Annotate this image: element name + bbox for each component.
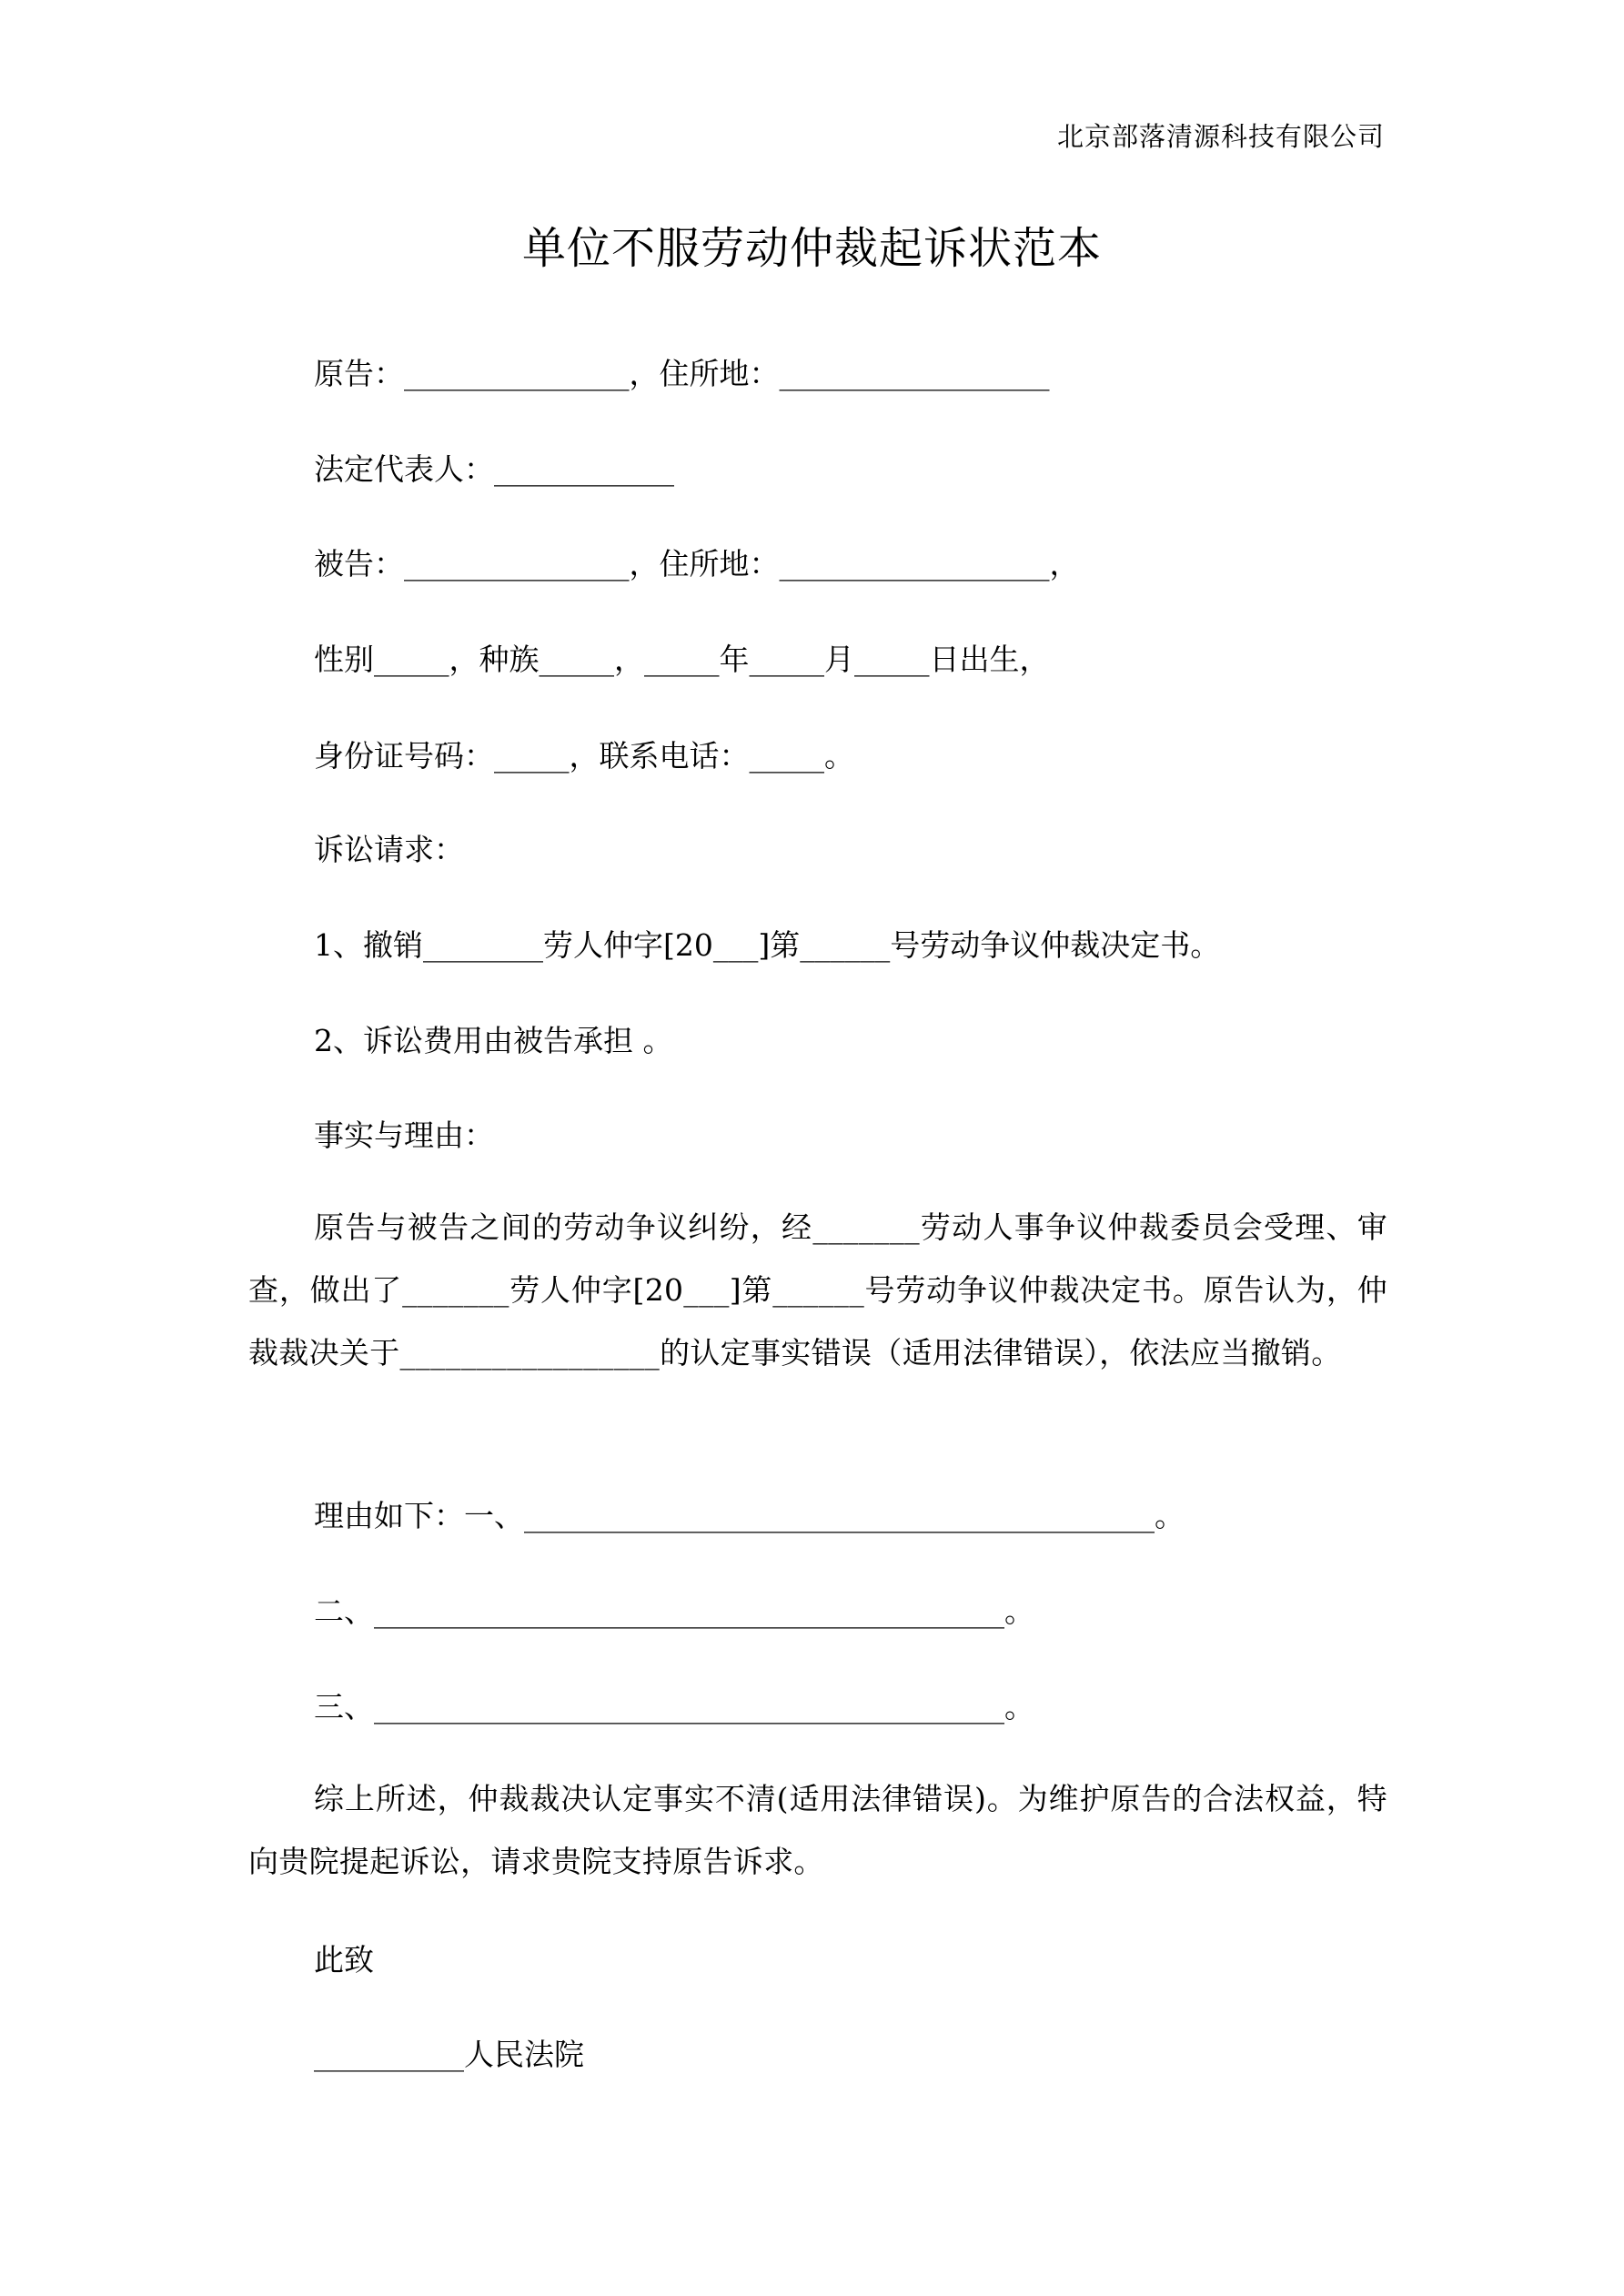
document-title: 单位不服劳动仲裁起诉状范本: [521, 223, 1102, 274]
legal-representative-line: 法定代表人：____________: [314, 451, 674, 487]
defendant-line: 被告：_______________，住所地：__________________，: [314, 546, 1080, 582]
id-phone-line: 身份证号码：_____，联系电话：_____。: [314, 738, 854, 774]
plaintiff-line: 原告：_______________，住所地：__________________: [314, 356, 1050, 391]
court-name-line: __________人民法院: [314, 2037, 584, 2072]
claim-item-1: 1、撤销________劳人仲字[20___]第______号劳动争议仲裁决定书。: [314, 927, 1221, 963]
reason-item-1: 理由如下：一、__________________________________________。: [314, 1498, 1185, 1533]
salutation: 此致: [314, 1942, 374, 1977]
reason-item-2: 二、__________________________________________。: [314, 1593, 1034, 1629]
company-header: 北京部落清源科技有限公司: [1056, 121, 1385, 152]
facts-paragraph: 原告与被告之间的劳动争议纠纷，经_______劳动人事争议仲裁委员会受理、审查，做出了_______劳人仲字[20___]第______号劳动争议仲裁决定书。原告认为，仲裁裁决关于_________________的认定事实错误（适用法律错误），依法应当撤销。: [248, 1209, 1387, 1371]
reason-item-3: 三、__________________________________________。: [314, 1689, 1034, 1725]
claim-item-2: 2、诉讼费用由被告承担 。: [314, 1023, 673, 1058]
facts-heading: 事实与理由：: [314, 1118, 494, 1153]
conclusion-paragraph: 综上所述，仲裁裁决认定事实不清(适用法律错误)。为维护原告的合法权益，特向贵院提起诉讼，请求贵院支持原告诉求。: [248, 1781, 1387, 1879]
personal-info-line: 性别_____，种族_____，_____年_____月_____日出生，: [314, 642, 1050, 677]
claims-heading: 诉讼请求：: [314, 832, 464, 867]
